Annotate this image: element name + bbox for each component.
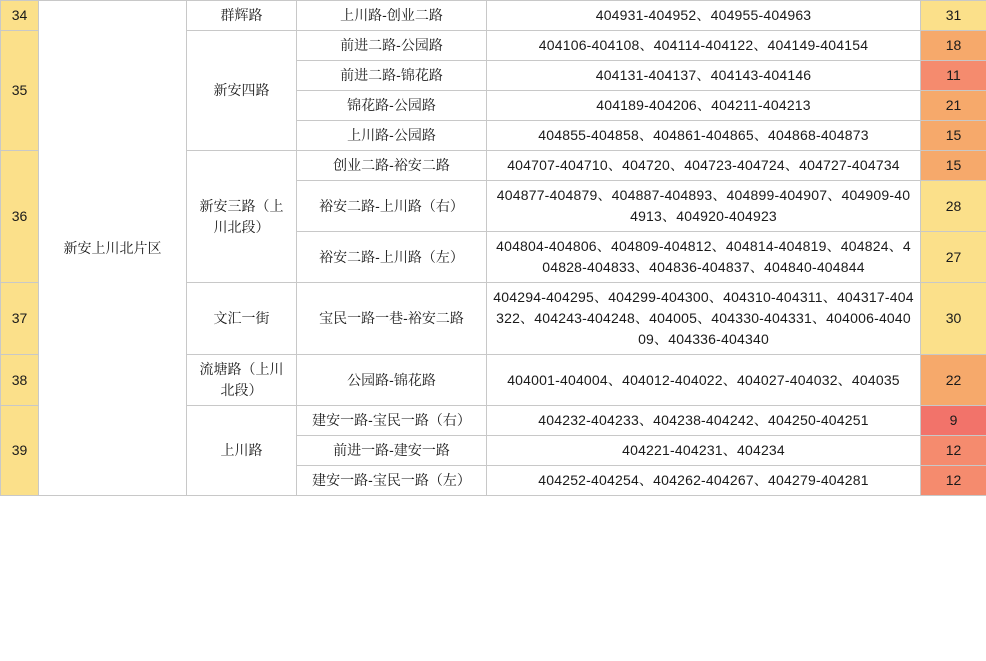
house-numbers-cell: 404707-404710、404720、404723-404724、404727-404734 <box>487 151 921 181</box>
section-cell: 建安一路-宝民一路（左） <box>297 466 487 496</box>
house-numbers-cell: 404221-404231、404234 <box>487 436 921 466</box>
section-cell: 公园路-锦花路 <box>297 355 487 406</box>
count-cell: 15 <box>921 151 986 181</box>
section-cell: 上川路-创业二路 <box>297 1 487 31</box>
section-cell: 裕安二路-上川路（右） <box>297 181 487 232</box>
house-numbers-cell: 404001-404004、404012-404022、404027-404032、404035 <box>487 355 921 406</box>
street-name-cell: 新安三路（上川北段） <box>187 151 297 283</box>
count-cell: 9 <box>921 406 986 436</box>
house-numbers-cell: 404294-404295、404299-404300、404310-404311、404317-404322、404243-404248、404005、404330-404331、404006-404009、404336-404340 <box>487 283 921 355</box>
house-numbers-cell: 404232-404233、404238-404242、404250-404251 <box>487 406 921 436</box>
region-cell: 新安上川北片区 <box>39 1 187 496</box>
section-cell: 锦花路-公园路 <box>297 91 487 121</box>
row-index-cell: 36 <box>1 151 39 283</box>
house-numbers-cell: 404189-404206、404211-404213 <box>487 91 921 121</box>
count-cell: 27 <box>921 232 986 283</box>
street-name-cell: 群辉路 <box>187 1 297 31</box>
section-cell: 前进一路-建安一路 <box>297 436 487 466</box>
row-index-cell: 39 <box>1 406 39 496</box>
section-cell: 建安一路-宝民一路（右） <box>297 406 487 436</box>
row-index-cell: 38 <box>1 355 39 406</box>
house-numbers-cell: 404252-404254、404262-404267、404279-404281 <box>487 466 921 496</box>
count-cell: 11 <box>921 61 986 91</box>
count-cell: 18 <box>921 31 986 61</box>
section-cell: 上川路-公园路 <box>297 121 487 151</box>
section-cell: 宝民一路一巷-裕安二路 <box>297 283 487 355</box>
count-cell: 15 <box>921 121 986 151</box>
street-name-cell: 新安四路 <box>187 31 297 151</box>
house-numbers-cell: 404855-404858、404861-404865、404868-404873 <box>487 121 921 151</box>
house-numbers-cell: 404106-404108、404114-404122、404149-404154 <box>487 31 921 61</box>
count-cell: 21 <box>921 91 986 121</box>
row-index-cell: 37 <box>1 283 39 355</box>
street-name-cell: 流塘路（上川北段） <box>187 355 297 406</box>
count-cell: 31 <box>921 1 986 31</box>
row-index-cell: 34 <box>1 1 39 31</box>
table-body <box>1 1 986 496</box>
count-cell: 12 <box>921 436 986 466</box>
count-cell: 12 <box>921 466 986 496</box>
section-cell: 裕安二路-上川路（左） <box>297 232 487 283</box>
count-cell: 30 <box>921 283 986 355</box>
row-index-cell: 35 <box>1 31 39 151</box>
count-cell: 28 <box>921 181 986 232</box>
street-name-cell: 上川路 <box>187 406 297 496</box>
count-cell: 22 <box>921 355 986 406</box>
section-cell: 前进二路-锦花路 <box>297 61 487 91</box>
house-numbers-cell: 404804-404806、404809-404812、404814-404819、404824、404828-404833、404836-404837、404840-404844 <box>487 232 921 283</box>
house-numbers-cell: 404877-404879、404887-404893、404899-404907、404909-404913、404920-404923 <box>487 181 921 232</box>
house-numbers-cell: 404931-404952、404955-404963 <box>487 1 921 31</box>
house-numbers-cell: 404131-404137、404143-404146 <box>487 61 921 91</box>
table-row <box>1 1 986 31</box>
section-cell: 创业二路-裕安二路 <box>297 151 487 181</box>
section-cell: 前进二路-公园路 <box>297 31 487 61</box>
street-name-cell: 文汇一街 <box>187 283 297 355</box>
